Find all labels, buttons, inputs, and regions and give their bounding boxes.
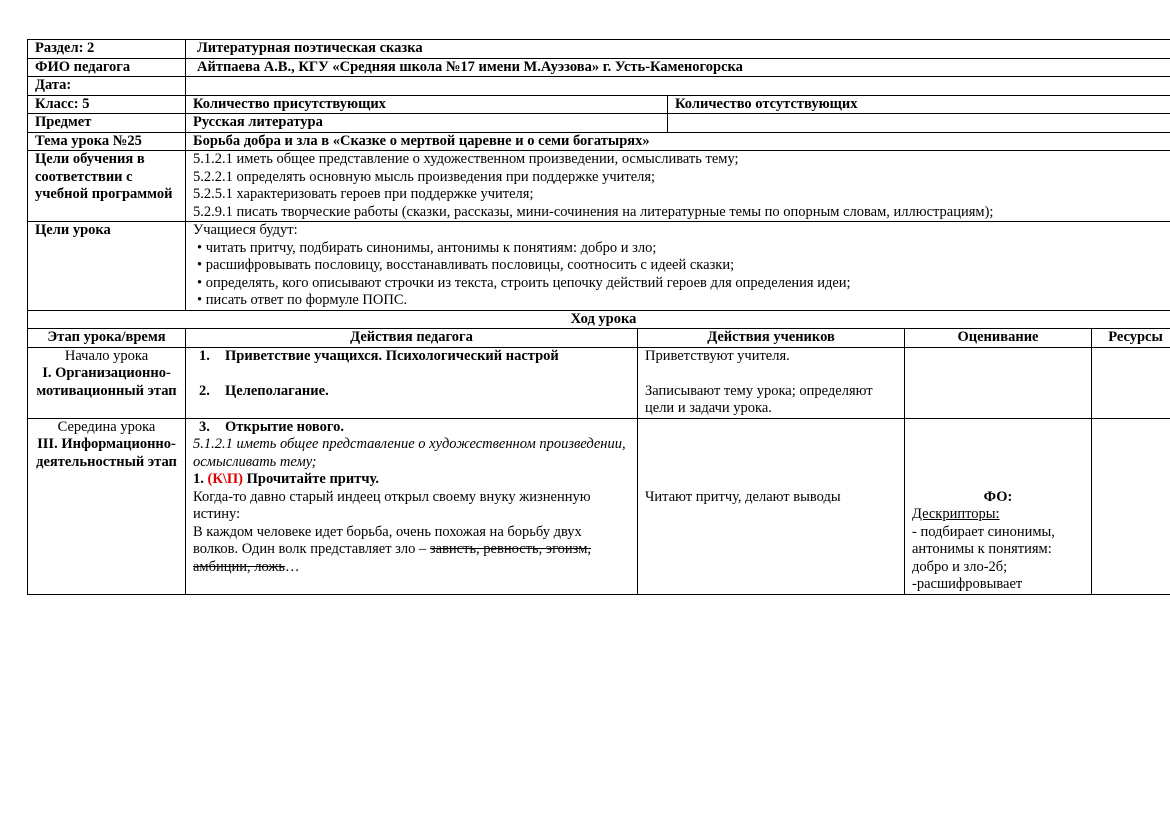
assessment-subtitle: Дескрипторы: [912, 506, 1000, 522]
task-tag: (К\П) [207, 471, 243, 487]
spacer [645, 419, 897, 437]
progress-title-row [28, 310, 1170, 329]
lesson-plan-page [27, 39, 1163, 595]
parable-paragraph: Когда-то давно старый индеец открыл своему внуку жизненную истину: [193, 488, 591, 522]
task-line [193, 471, 630, 489]
parable-ellipsis: … [285, 558, 300, 575]
topic-value: Борьба добра и зла в «Сказке о мертвой царевне и о семи богатырях» [186, 132, 1170, 151]
lesson-goal-item: • определять, кого описывают строчки из текста, строить цепочку действий героев для определения идеи; [197, 274, 851, 291]
subject-row [28, 114, 1170, 133]
teacher-actions-cell [186, 418, 638, 594]
spacer [645, 471, 897, 489]
item-text: Открытие нового. [225, 418, 345, 435]
spacer [645, 436, 897, 454]
student-action-item: Приветствуют учителя. [645, 347, 790, 364]
lesson-goals-row [28, 222, 1170, 311]
task-text: Прочитайте притчу. [246, 471, 379, 487]
assessment-title: ФО: [983, 488, 1013, 505]
lesson-goal-item: • писать ответ по формуле ПОПС. [197, 292, 408, 308]
class-label: Класс: 5 [28, 95, 186, 114]
date-value [186, 77, 1170, 96]
objectives-list [186, 151, 1170, 222]
lesson-goals-label: Цели урока [28, 222, 186, 311]
assessment-cell [905, 418, 1092, 594]
lesson-goal-item: • расшифровывать пословицу, восстанавливать пословицы, соотносить с идеей сказки; [197, 257, 735, 273]
stage-row-start [28, 347, 1170, 418]
resources-cell [1092, 418, 1170, 594]
progress-header-row [28, 329, 1170, 348]
teacher-objective: 5.1.2.1 иметь общее представление о художественном произведении, осмысливать тему; [193, 436, 626, 470]
parable-paragraph [193, 524, 630, 577]
objective-item: 5.2.2.1 определять основную мысль произведения при поддержке учителя; [193, 168, 656, 185]
parable-struck-text: зависть, ревность, эгоизм, амбиции, ложь [193, 541, 591, 575]
topic-label: Тема урока №25 [28, 132, 186, 151]
teacher-action-item [193, 348, 630, 366]
subject-value: Русская литература [186, 114, 668, 133]
assessment-cell [905, 347, 1092, 418]
stage-name: I. Организационно-мотивационный этап [36, 365, 177, 399]
objectives-label: Цели обучения в соответствии с учебной программой [28, 151, 186, 222]
subject-empty [668, 114, 1170, 133]
lesson-goals-list [186, 222, 1170, 311]
col-header-resources: Ресурсы [1092, 329, 1170, 348]
present-label: Количество присутствующих [186, 95, 668, 114]
task-number: 1. [193, 471, 204, 487]
spacer [912, 471, 1084, 489]
spacer [645, 454, 897, 472]
student-action-item: Читают притчу, делают выводы [645, 488, 841, 505]
student-actions-cell [638, 418, 905, 594]
teacher-row [28, 58, 1170, 77]
teacher-action-item [193, 383, 630, 401]
item-text: Приветствие учащихся. Психологический настрой [225, 347, 559, 364]
teacher-label: ФИО педагога [28, 58, 186, 77]
spacer [645, 365, 897, 383]
assessment-item: - подбирает синонимы, антонимы к понятиям: добро и зло-2б; [912, 523, 1055, 575]
section-label: Раздел: 2 [28, 40, 186, 59]
resources-cell [1092, 347, 1170, 418]
col-header-teacher: Действия педагога [186, 329, 638, 348]
objective-item: 5.2.9.1 писать творческие работы (сказки, рассказы, мини-сочинения на литературные темы по опорным словам, иллюстрациям); [193, 203, 994, 220]
date-label: Дата: [28, 77, 186, 96]
item-number: 1. [199, 347, 210, 364]
item-number: 3. [199, 418, 210, 435]
spacer [912, 454, 1084, 472]
objectives-row [28, 151, 1170, 222]
spacer [193, 365, 630, 383]
section-value: Литературная поэтическая сказка [186, 40, 1170, 59]
absent-label: Количество отсутствующих [668, 95, 1170, 114]
parable-text: В каждом человеке идет борьба, очень похожая на борьбу двух волков. Один волк представляет зло – [193, 523, 582, 557]
teacher-value: Айтпаева А.В., КГУ «Средняя школа №17 имени М.Ауэзова» г. Усть-Каменогорска [186, 58, 1170, 77]
stage-time: Начало урока [64, 347, 149, 364]
col-header-assessment: Оценивание [905, 329, 1092, 348]
col-header-students: Действия учеников [638, 329, 905, 348]
date-row [28, 77, 1170, 96]
objective-item: 5.1.2.1 иметь общее представление о художественном произведении, осмысливать тему; [193, 151, 739, 167]
spacer [912, 419, 1084, 437]
item-text: Целеполагание. [225, 382, 329, 399]
lesson-plan-table [27, 39, 1170, 595]
lesson-goal-item: • читать притчу, подбирать синонимы, антонимы к понятиям: добро и зло; [197, 239, 657, 256]
progress-title: Ход урока [28, 310, 1170, 329]
objective-item: 5.2.5.1 характеризовать героев при поддержке учителя; [193, 186, 534, 202]
stage-row-middle [28, 418, 1170, 594]
class-row [28, 95, 1170, 114]
stage-name: III. Информационно-деятельностный этап [36, 436, 177, 470]
subject-label: Предмет [28, 114, 186, 133]
teacher-actions-cell [186, 347, 638, 418]
stage-time: Середина урока [57, 418, 156, 435]
item-number: 2. [199, 382, 210, 399]
lesson-goals-intro: Учащиеся будут: [193, 222, 298, 238]
student-actions-cell [638, 347, 905, 418]
student-action-item: Записывают тему урока; определяют цели и задачи урока. [645, 382, 873, 416]
teacher-action-heading [193, 419, 630, 437]
topic-row [28, 132, 1170, 151]
col-header-stage: Этап урока/время [28, 329, 186, 348]
assessment-item: -расшифровывает [912, 576, 1023, 592]
stage-cell [28, 347, 186, 418]
stage-cell [28, 418, 186, 594]
spacer [912, 436, 1084, 454]
section-row [28, 40, 1170, 59]
